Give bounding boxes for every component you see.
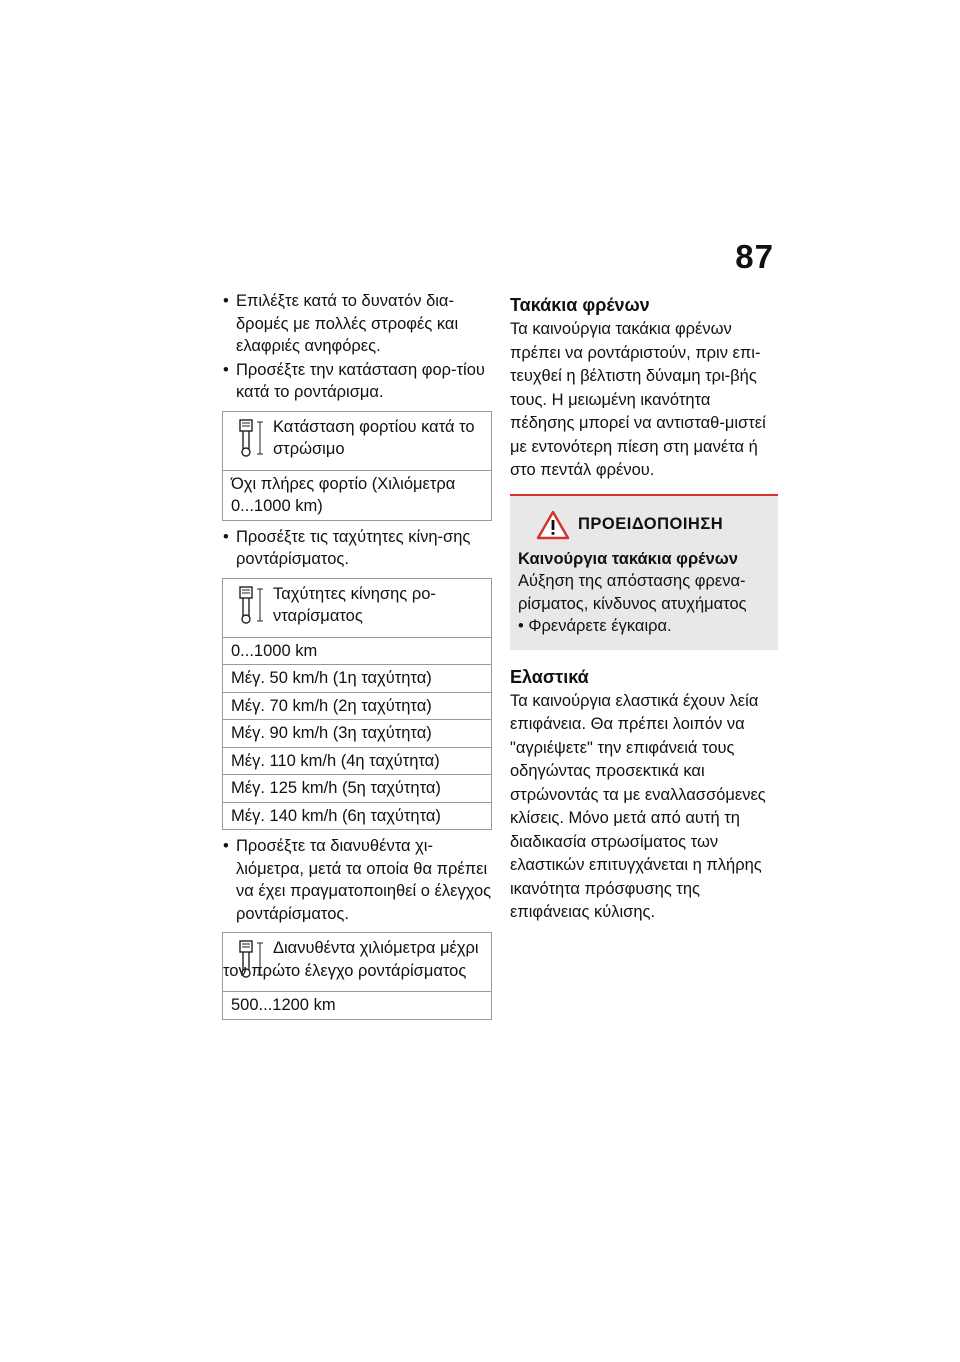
left-column	[222, 290, 492, 1025]
bullet-dot: •	[223, 292, 229, 310]
table-row: 500...1200 km	[223, 991, 491, 1019]
engine-piston-icon	[237, 585, 265, 625]
bullet-text: Προσέξτε την κατάσταση φορ-τίου κατά το ροντάρισμα.	[236, 360, 485, 401]
warning-action: • Φρενάρετε έγκαιρα.	[518, 617, 672, 635]
bullet-dot: •	[223, 837, 229, 855]
bullet-load-state	[222, 359, 492, 404]
table-row: Μέγ. 70 km/h (2η ταχύτητα)	[223, 692, 491, 720]
table-header-text: Κατάσταση φορτίου κατά το στρώσιμο	[273, 417, 475, 458]
table-row: Μέγ. 125 km/h (5η ταχύτητα)	[223, 774, 491, 802]
right-column	[510, 294, 778, 925]
tyres-heading: Ελαστικά	[510, 666, 589, 687]
table-header-text: Ταχύτητες κίνησης ρο-νταρίσματος	[273, 584, 436, 625]
bullet-dot: •	[223, 527, 229, 546]
run-in-speeds-table	[222, 578, 492, 831]
first-check-table	[222, 932, 492, 1020]
bullet-mileage-check	[222, 835, 492, 925]
table-row: Όχι πλήρες φορτίο (Χιλιόμετρα 0...1000 km)	[223, 470, 491, 520]
brake-pads-text: Τα καινούργια τακάκια φρένων πρέπει να ροντάριστούν, πριν επι-τευχθεί η βέλτιστη δύναμη τρι-βής τους. Η μειωμένη ικανότητα πέδησης μπορεί να αντισταθ-μιστεί με εντονότερη πίεση στη μανέτα ή στο πεντάλ φρένου.	[510, 320, 766, 479]
table-row: Μέγ. 90 km/h (3η ταχύτητα)	[223, 719, 491, 747]
warning-title: Καινούργια τακάκια φρένων	[518, 549, 738, 568]
table-row: Μέγ. 110 km/h (4η ταχύτητα)	[223, 747, 491, 775]
warning-text: Αύξηση της απόστασης φρενα-ρίσματος, κίνδυνος ατυχήματος	[518, 572, 747, 613]
bullet-speeds	[222, 526, 492, 571]
table-header	[223, 412, 491, 470]
warning-header	[536, 510, 770, 540]
bullet-text: Προσέξτε τα διανυθέντα χι-λιόμετρα, μετά τα οποία θα πρέπει να έχει πραγματοποιηθεί ο έλεγχος ροντάρίσματος.	[236, 837, 492, 923]
brake-pads-heading: Τακάκια φρένων	[510, 295, 650, 315]
tyres-text: Τα καινούργια ελαστικά έχουν λεία επιφάνεια. Θα πρέπει λοιπόν να "αγριέψετε" την επιφάνειά τους οδηγώντας προσεκτικά και στρώνοντάς τα με εναλλασσόμενες κλίσεις. Μόνο μετά από αυτή τη διαδικασία στρωσίματος των ελαστικών επιτυγχάνεται η πλήρης ικανότητα πρόσφυσης της επιφάνειας κύλισης.	[510, 691, 766, 921]
table-header-text: Διανυθέντα χιλιόμετρα μέχρι τον πρώτο έλεγχο ροντάρίσματος	[223, 939, 479, 980]
warning-box	[510, 496, 778, 650]
bullet-dot: •	[223, 360, 229, 379]
warning-triangle-icon	[536, 510, 570, 540]
table-header	[223, 579, 491, 637]
bullet-route-choice	[222, 290, 492, 358]
table-row: Μέγ. 50 km/h (1η ταχύτητα)	[223, 664, 491, 692]
table-row: Μέγ. 140 km/h (6η ταχύτητα)	[223, 802, 491, 830]
load-state-table	[222, 411, 492, 521]
bullet-text: Επιλέξτε κατά το δυνατόν δια-δρομές με πολλές στροφές και ελαφριές ανηφόρες.	[236, 292, 459, 355]
engine-piston-icon	[237, 418, 265, 458]
engine-piston-icon	[237, 939, 265, 979]
table-row: 0...1000 km	[223, 637, 491, 665]
bullet-text: Προσέξτε τις ταχύτητες κίνη-σης ροντάρίσματος.	[236, 527, 471, 568]
page-number: 87	[735, 238, 774, 275]
table-header	[223, 933, 491, 991]
warning-label: ΠΡΟΕΙΔΟΠΟΙΗΣΗ	[578, 515, 724, 533]
